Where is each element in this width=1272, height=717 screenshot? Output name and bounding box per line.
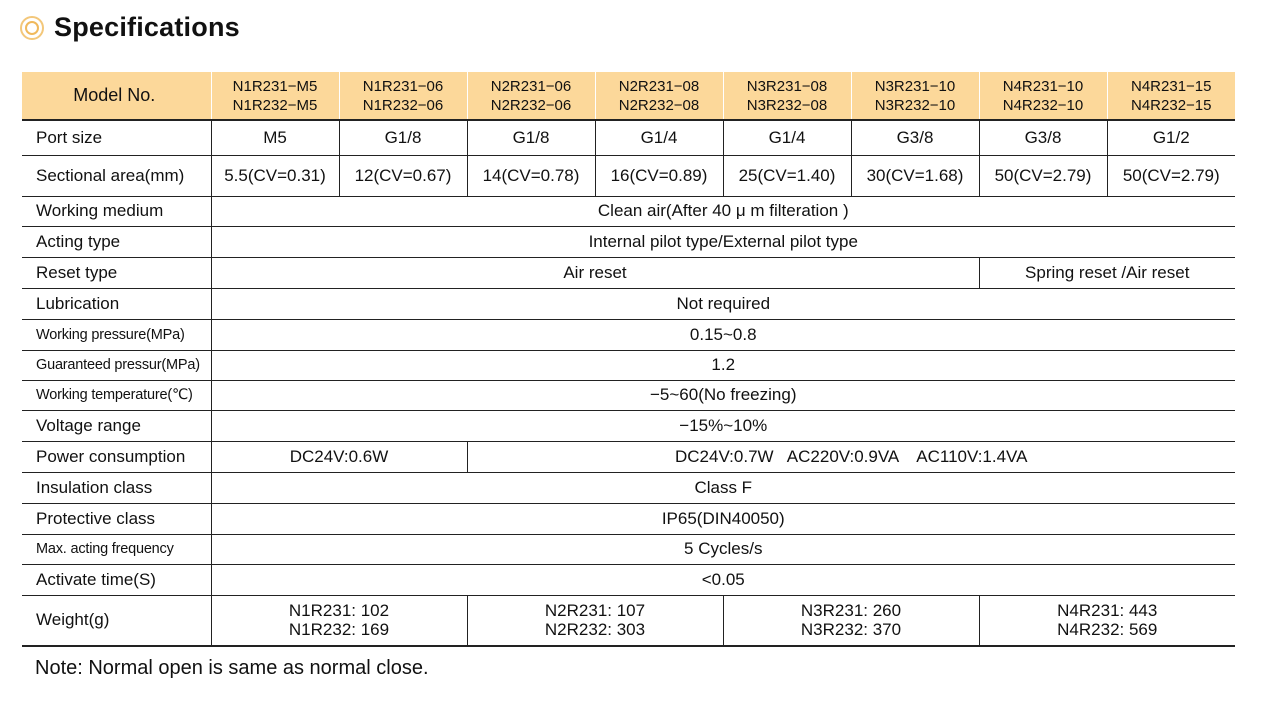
row-power-consumption xyxy=(22,441,1235,472)
cell: Internal pilot type/External pilot type xyxy=(211,226,1235,257)
model-header-cell: N1R231−M5 N1R232−M5 xyxy=(211,72,339,120)
specifications-table xyxy=(22,72,1235,647)
row-voltage-range xyxy=(22,410,1235,441)
cell: G3/8 xyxy=(851,120,979,155)
cell: M5 xyxy=(211,120,339,155)
cell: N2R231: 107 N2R232: 303 xyxy=(467,595,723,646)
row-reset-type xyxy=(22,257,1235,288)
row-label: Acting type xyxy=(22,226,211,257)
cell: G1/4 xyxy=(723,120,851,155)
cell: 16(CV=0.89) xyxy=(595,155,723,196)
cell: G1/8 xyxy=(467,120,595,155)
row-label: Power consumption xyxy=(22,441,211,472)
footnote: Note: Normal open is same as normal close. xyxy=(35,657,429,679)
cell: G1/2 xyxy=(1107,120,1235,155)
model-header-cell: N1R231−06 N1R232−06 xyxy=(339,72,467,120)
cell: 1.2 xyxy=(211,350,1235,380)
cell: 50(CV=2.79) xyxy=(979,155,1107,196)
cell: G1/4 xyxy=(595,120,723,155)
row-port-size xyxy=(22,120,1235,155)
row-label: Sectional area(mm) xyxy=(22,155,211,196)
row-activate-time xyxy=(22,564,1235,595)
model-header-cell: N2R231−08 N2R232−08 xyxy=(595,72,723,120)
row-label: Port size xyxy=(22,120,211,155)
row-insulation-class xyxy=(22,472,1235,503)
cell: −5~60(No freezing) xyxy=(211,380,1235,410)
row-max-acting-frequency xyxy=(22,534,1235,564)
cell: 14(CV=0.78) xyxy=(467,155,595,196)
cell: N3R231: 260 N3R232: 370 xyxy=(723,595,979,646)
cell: 50(CV=2.79) xyxy=(1107,155,1235,196)
cell: N1R231: 102 N1R232: 169 xyxy=(211,595,467,646)
cell: DC24V:0.6W xyxy=(211,441,467,472)
cell: 0.15~0.8 xyxy=(211,319,1235,350)
row-lubrication xyxy=(22,288,1235,319)
cell: 5 Cycles/s xyxy=(211,534,1235,564)
row-working-medium xyxy=(22,196,1235,226)
cell: Air reset xyxy=(211,257,979,288)
row-label: Weight(g) xyxy=(22,595,211,646)
cell: Class F xyxy=(211,472,1235,503)
row-label: Working temperature(℃) xyxy=(22,380,211,410)
cell: N4R231: 443 N4R232: 569 xyxy=(979,595,1235,646)
header-label: Model No. xyxy=(22,72,211,120)
section-heading xyxy=(20,12,240,43)
cell: G1/8 xyxy=(339,120,467,155)
row-working-temperature xyxy=(22,380,1235,410)
row-label: Insulation class xyxy=(22,472,211,503)
model-header-cell: N3R231−10 N3R232−10 xyxy=(851,72,979,120)
row-acting-type xyxy=(22,226,1235,257)
cell: 12(CV=0.67) xyxy=(339,155,467,196)
row-label: Working medium xyxy=(22,196,211,226)
cell: DC24V:0.7W AC220V:0.9VA AC110V:1.4VA xyxy=(467,441,1235,472)
cell: IP65(DIN40050) xyxy=(211,503,1235,534)
model-header-cell: N4R231−10 N4R232−10 xyxy=(979,72,1107,120)
model-header-cell: N3R231−08 N3R232−08 xyxy=(723,72,851,120)
cell: 30(CV=1.68) xyxy=(851,155,979,196)
cell: <0.05 xyxy=(211,564,1235,595)
header-row xyxy=(22,72,1235,120)
row-label: Guaranteed pressur(MPa) xyxy=(22,350,211,380)
cell: G3/8 xyxy=(979,120,1107,155)
row-weight xyxy=(22,595,1235,646)
row-label: Voltage range xyxy=(22,410,211,441)
row-label: Protective class xyxy=(22,503,211,534)
cell: −15%~10% xyxy=(211,410,1235,441)
cell: Spring reset /Air reset xyxy=(979,257,1235,288)
row-working-pressure xyxy=(22,319,1235,350)
row-label: Max. acting frequency xyxy=(22,534,211,564)
page-title: Specifications xyxy=(54,12,240,42)
row-guaranteed-pressure xyxy=(22,350,1235,380)
circle-bullet-icon xyxy=(20,16,44,40)
model-header-cell: N4R231−15 N4R232−15 xyxy=(1107,72,1235,120)
row-sectional-area xyxy=(22,155,1235,196)
cell: Not required xyxy=(211,288,1235,319)
row-label: Working pressure(MPa) xyxy=(22,319,211,350)
cell: Clean air(After 40 μ m filteration ) xyxy=(211,196,1235,226)
row-label: Reset type xyxy=(22,257,211,288)
row-protective-class xyxy=(22,503,1235,534)
row-label: Activate time(S) xyxy=(22,564,211,595)
model-header-cell: N2R231−06 N2R232−06 xyxy=(467,72,595,120)
cell: 5.5(CV=0.31) xyxy=(211,155,339,196)
row-label: Lubrication xyxy=(22,288,211,319)
cell: 25(CV=1.40) xyxy=(723,155,851,196)
